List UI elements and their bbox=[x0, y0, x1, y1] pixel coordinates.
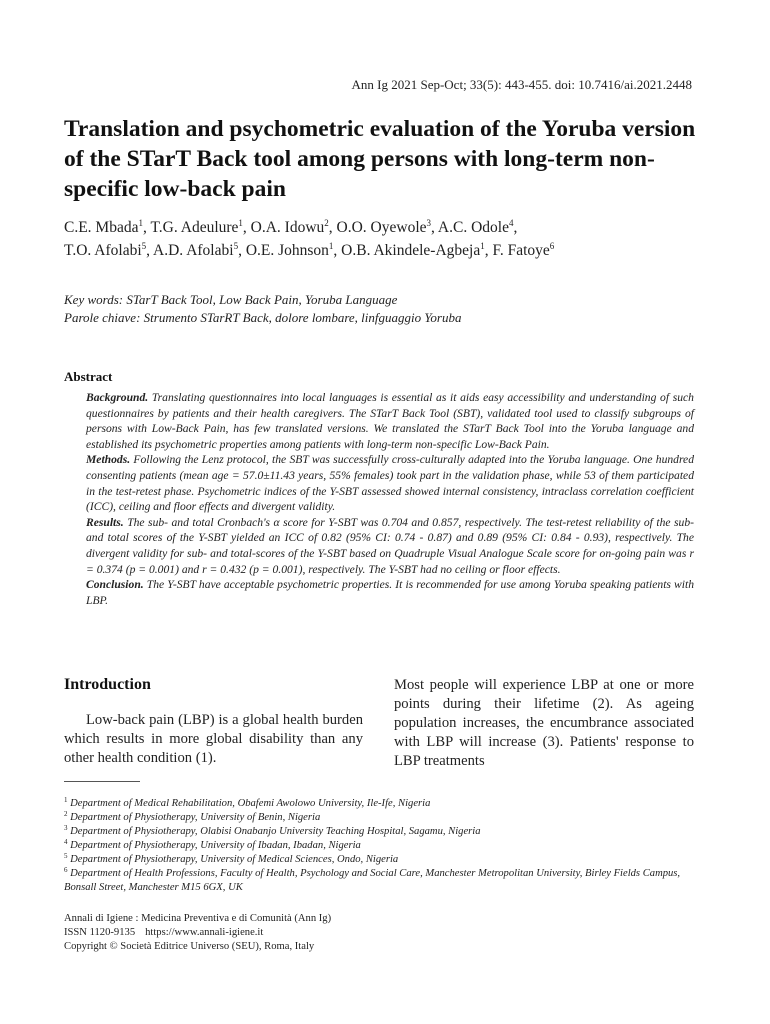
abstract-methods: Methods. Following the Lenz protocol, the SBT was successfully cross-culturally adapted into the Yoruba language. One hundred consenting patients (mean age = 57.0±11.43 years, 55% females) took part in the validation phase, while 53 of them participated in the test-retest phase. Psychometric indices of the Y-SBT assessed showed internal consistency, intraclass correlation coefficient (ICC), ceiling and floor effects and divergent validity. bbox=[86, 453, 694, 514]
author: A.C. Odole$^4$, bbox=[437, 218, 518, 236]
introduction-right-column: Most people will experience LBP at one or more points during their lifetime (2). As ageing population increases, the encumbrance associated with LBP will increase (3). Patients' response to LBP treatments bbox=[394, 677, 694, 769]
footnote: $^5$ Department of Physiotherapy, University of Medical Sciences, Ondo, Nigeria bbox=[64, 852, 399, 865]
journal-info bbox=[64, 912, 464, 954]
footnote-divider bbox=[64, 781, 140, 782]
author: O.E. Johnson$^1$, bbox=[245, 241, 342, 259]
journal-url-link[interactable]: https://www.annali-igiene.it bbox=[145, 927, 264, 938]
abstract-background: Background. Translating questionnaires into local languages is essential as it aids easy accessibility and understanding of such questionnaires by patients and their health caregivers. The STarT Back Tool (SBT), validated tool used to classify subgroups of persons with Low-Back Pain, has few translated versions. We translated the STarT Back Tool into the Yoruba language and established its psychometric properties among patients with long-term non-specific Low-Back Pain. bbox=[86, 391, 694, 451]
author: O.A. Idowu$^2$, bbox=[250, 218, 337, 236]
author: O.B. Akindele-Agbeja$^1$, bbox=[341, 241, 493, 259]
abstract-heading: Abstract bbox=[64, 369, 113, 384]
citation-header: Ann Ig 2021 Sep-Oct; 33(5): 443-455. doi: 10.7416/ai.2021.2448 bbox=[351, 77, 692, 92]
journal-name: Annali di Igiene : Medicina Preventiva e di Comunità (Ann Ig) bbox=[64, 913, 332, 924]
journal-copyright: Copyright © Società Editrice Universo (SEU), Roma, Italy bbox=[64, 941, 315, 952]
author-list bbox=[64, 216, 714, 262]
footnote: $^6$ Department of Health Professions, Faculty of Health, Psychology and Social Care, Manchester Metropolitan University, Birley Fields Campus, Bonsall Street, Manchester M15 6GX, UK bbox=[64, 866, 681, 893]
author: T.G. Adeulure$^1$, bbox=[150, 218, 251, 236]
introduction-heading: Introduction bbox=[64, 676, 151, 693]
introduction-left-column: Low-back pain (LBP) is a global health burden which results in more global disability than any other health condition (1). bbox=[64, 712, 363, 766]
footnote: $^4$ Department of Physiotherapy, University of Ibadan, Ibadan, Nigeria bbox=[64, 838, 361, 851]
journal-issn-line: ISSN 1120-9135 https://www.annali-igiene.it bbox=[64, 927, 264, 938]
affiliation-footnotes bbox=[64, 797, 696, 895]
article-title: Translation and psychometric evaluation of the Yoruba version of the STarT Back tool among persons with long-term non-specific low-back pain bbox=[64, 116, 696, 202]
keywords-english: Key words: STarT Back Tool, Low Back Pain, Yoruba Language bbox=[64, 292, 398, 307]
footnote: $^1$ Department of Medical Rehabilitation, Obafemi Awolowo University, Ile-Ife, Nigeria bbox=[64, 796, 431, 809]
author: T.O. Afolabi$^5$, bbox=[64, 241, 154, 259]
abstract-conclusion: Conclusion. The Y-SBT have acceptable psychometric properties. It is recommended for use among Yoruba speaking patients with LBP. bbox=[86, 578, 694, 607]
author: A.D. Afolabi$^5$, bbox=[153, 241, 246, 259]
author: O.O. Oyewole$^3$, bbox=[336, 218, 438, 236]
footnote: $^3$ Department of Physiotherapy, Olabisi Onabanjo University Teaching Hospital, Sagamu, Nigeria bbox=[64, 824, 481, 837]
author: C.E. Mbada$^1$, bbox=[64, 218, 151, 236]
abstract-body bbox=[86, 390, 694, 608]
keywords-block bbox=[64, 291, 714, 327]
author: F. Fatoye$^6$ bbox=[492, 241, 555, 259]
keywords-italian: Parole chiave: Strumento STarRT Back, dolore lombare, linfguaggio Yoruba bbox=[64, 310, 462, 325]
footnote: $^2$ Department of Physiotherapy, University of Benin, Nigeria bbox=[64, 810, 321, 823]
abstract-results: Results. The sub- and total Cronbach's α score for Y-SBT was 0.704 and 0.857, respectively. The test-retest reliability of the sub- and total scores of the Y-SBT yielded an ICC of 0.82 (95% CI: 0.74 - 0.87) and 0.89 (95% CI: 0.84 - 0.93), respectively. The divergent validity for sub- and total-scores of the Y-SBT based on Quadruple Visual Analogue Scale score for on-going pain was r = 0.374 (p = 0.001) and r = 0.432 (p = 0.001), respectively. The Y-SBT had no ceiling or floor effects. bbox=[86, 515, 694, 576]
